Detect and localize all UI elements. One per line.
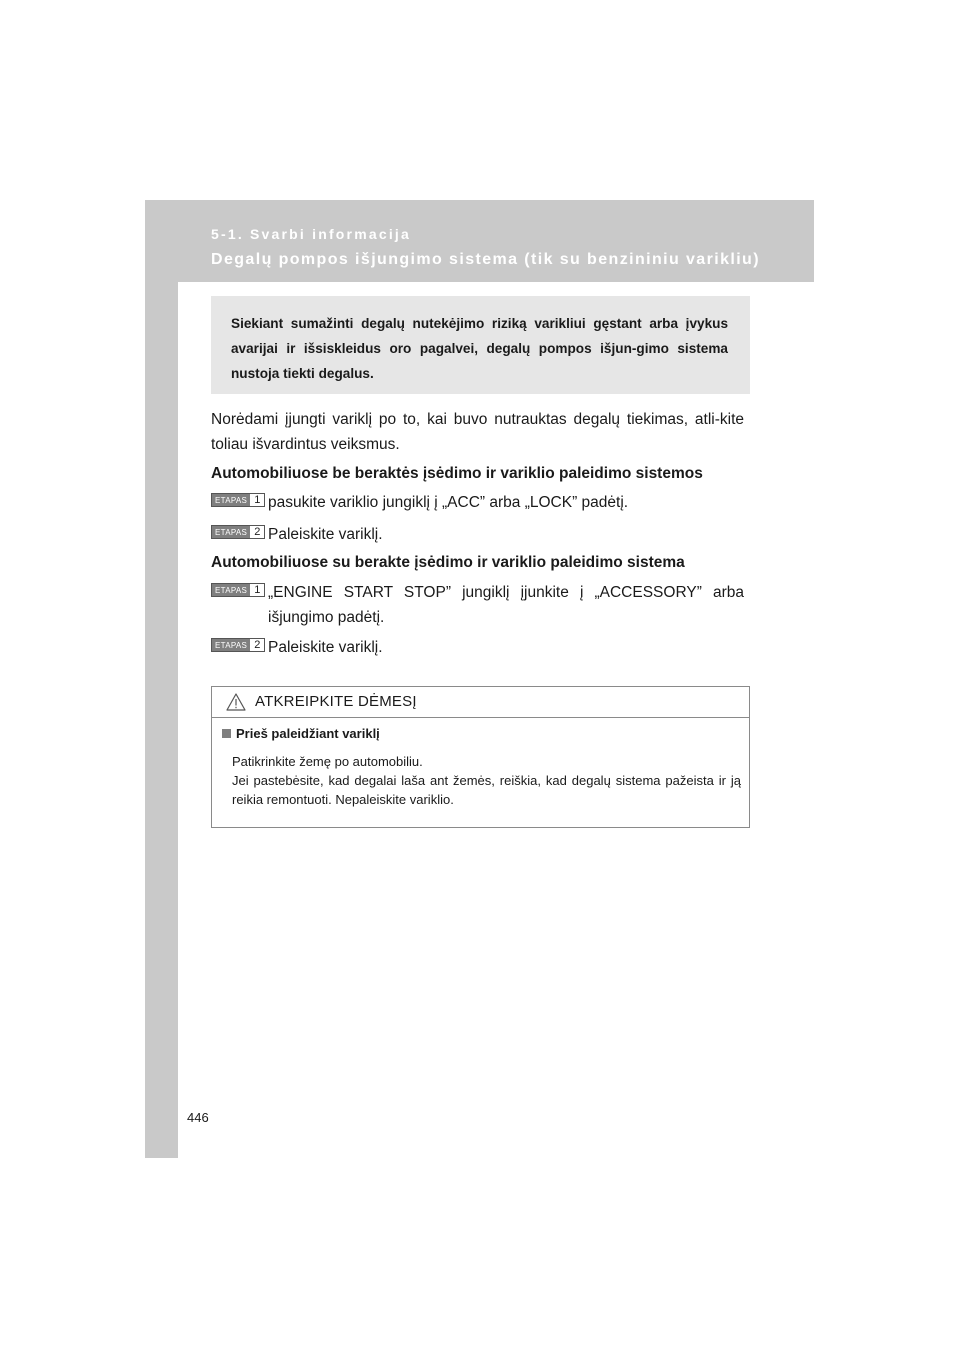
step-badge-number: 1 [250, 494, 264, 506]
caution-subheading-text: Prieš paleidžiant variklį [236, 726, 380, 741]
step-badge [211, 583, 265, 597]
step-item [211, 522, 744, 547]
caution-text [232, 752, 741, 809]
body-paragraph: Norėdami įjungti variklį po to, kai buvo nutrauktas degalų tiekimas, atli-kite toliau išvardintus veiksmus. [211, 411, 744, 453]
step-text: Paleiskite variklį. [268, 639, 383, 656]
step-badge-label: ETAPAS [212, 584, 250, 596]
caution-line: Jei pastebėsite, kad degalai laša ant žemės, reiškia, kad degalų sistema pažeista ir ją reikia remontuoti. Nepaleiskite variklio. [232, 773, 741, 807]
step-text: pasukite variklio jungiklį į „ACC” arba „LOCK” padėtį. [268, 494, 629, 511]
step-badge-label: ETAPAS [212, 494, 250, 506]
section-label: 5-1. Svarbi informacija [211, 226, 411, 242]
step-badge-label: ETAPAS [212, 526, 250, 538]
side-strip [145, 282, 178, 1158]
group-heading: Automobiliuose su berakte įsėdimo ir variklio paleidimo sistema [211, 554, 685, 571]
step-text: Paleiskite variklį. [268, 526, 383, 543]
step-badge-number: 2 [250, 526, 264, 538]
step-badge-number: 1 [250, 584, 264, 596]
step-text: „ENGINE START STOP” jungiklį įjunkite į „ACCESSORY” arba išjungimo padėtį. [268, 584, 744, 626]
caution-header [212, 687, 749, 718]
caution-subheading [222, 726, 741, 741]
page-title: Degalų pompos išjungimo sistema (tik su benzininiu varikliu) [211, 251, 760, 268]
step-badge [211, 638, 265, 652]
intro-box: Siekiant sumažinti degalų nutekėjimo riziką varikliui gęstant arba įvykus avarijai ir išsiskleidus oro pagalvei, degalų pompos išjun-gimo sistema nustoja tiekti degalus. [211, 296, 750, 394]
step-badge [211, 525, 265, 539]
warning-triangle-icon [226, 693, 246, 711]
step-badge-label: ETAPAS [212, 639, 250, 651]
caution-body [212, 718, 749, 809]
page-number: 446 [187, 1110, 209, 1125]
square-bullet-icon [222, 729, 231, 738]
step-item [211, 490, 744, 515]
step-item [211, 635, 744, 660]
caution-title: ATKREIPKITE DĖMESĮ [255, 693, 417, 710]
caution-line: Patikrinkite žemę po automobiliu. [232, 754, 423, 769]
step-badge-number: 2 [250, 639, 264, 651]
step-badge [211, 493, 265, 507]
caution-box [211, 686, 750, 828]
step-item [211, 580, 744, 630]
group-heading: Automobiliuose be beraktės įsėdimo ir variklio paleidimo sistemos [211, 465, 703, 482]
